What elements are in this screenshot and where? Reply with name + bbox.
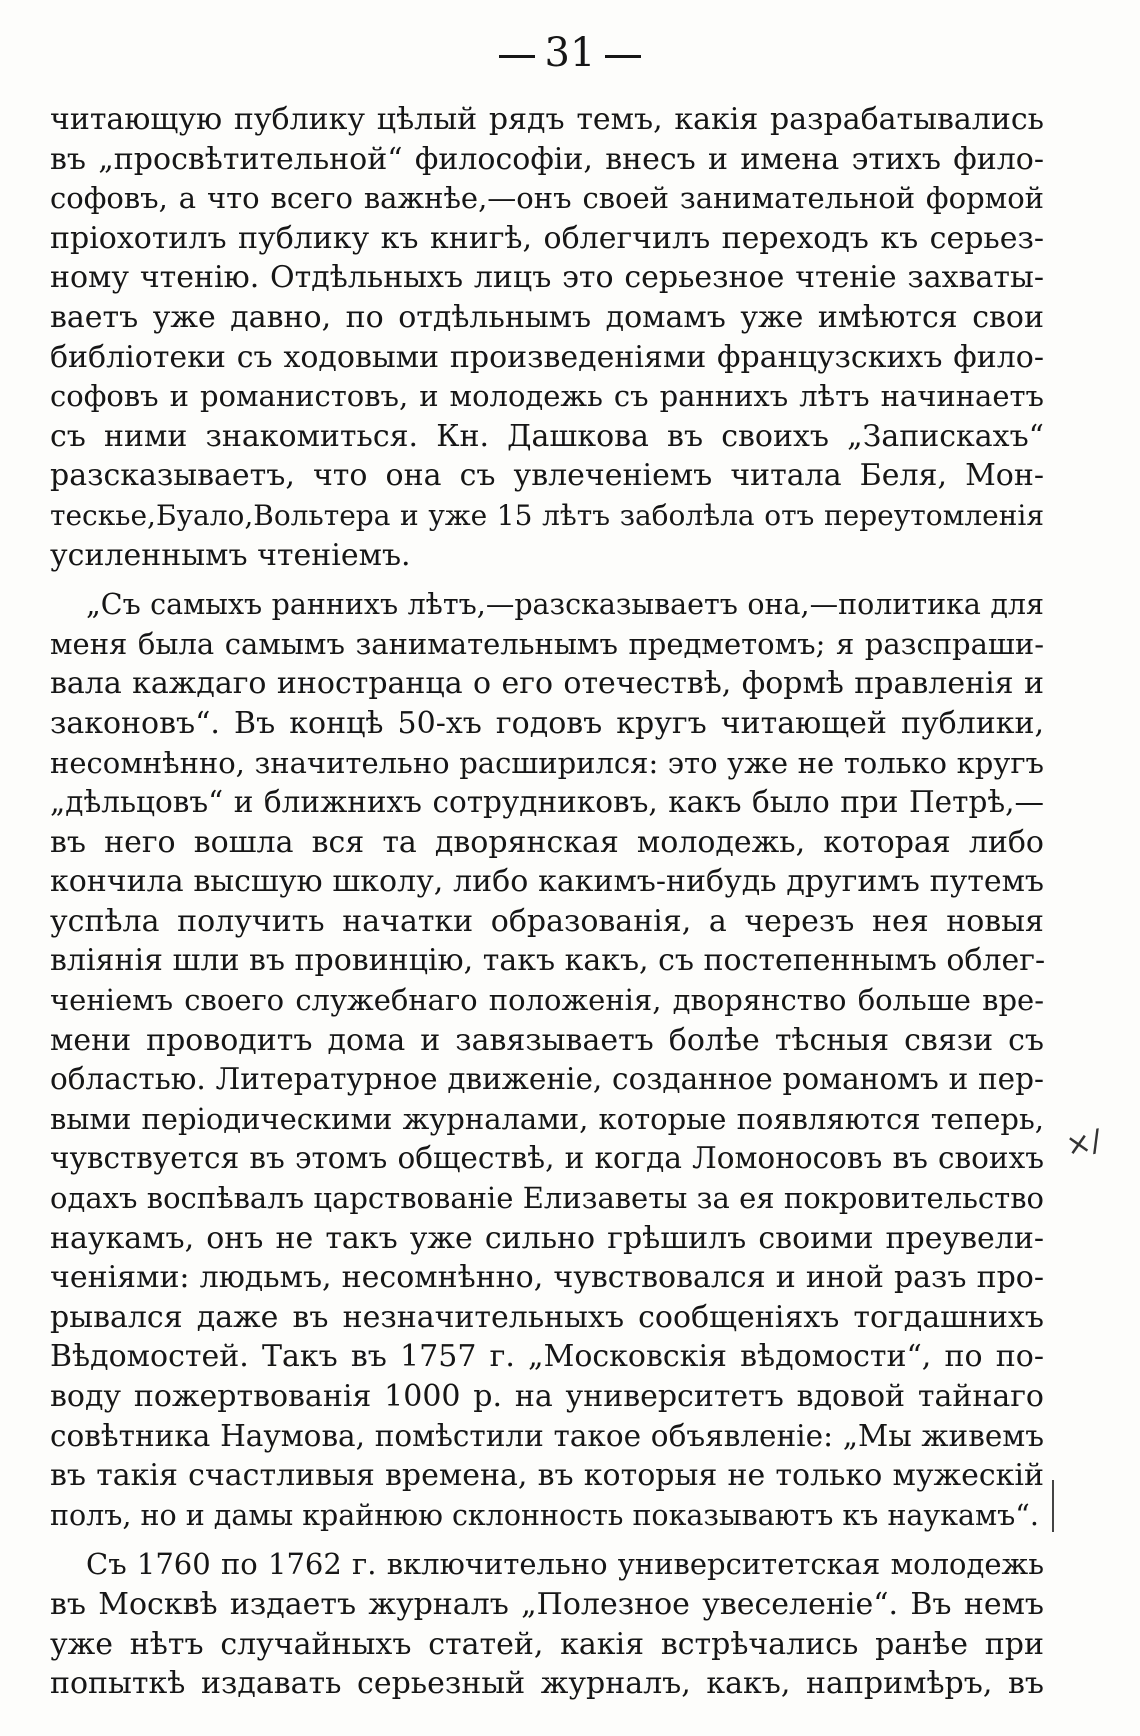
text-line: попыткѣ издавать серьезный журналъ, какъ, напримѣръ, въ <box>50 1666 1044 1702</box>
margin-vertical-line <box>1052 1480 1054 1532</box>
text-line: „Съ самыхъ раннихъ лѣтъ,—разсказываетъ она,—политика для <box>86 588 1044 622</box>
text-line: несомнѣнно, значительно расширился: это уже не только кругъ <box>50 745 1044 780</box>
text-line: Вѣдомостей. Такъ въ 1757 г. „Московскія вѣдомости“, по по- <box>50 1339 1044 1375</box>
text-line: разсказываетъ, что она съ увлеченіемъ читала Беля, Мон- <box>50 458 1044 494</box>
text-line: воду пожертвованія 1000 р. на университетъ вдовой тайнаго <box>50 1379 1044 1414</box>
text-line: ченіями: людьмъ, несомнѣнно, чувствовался и иной разъ про- <box>50 1260 1044 1296</box>
text-line: въ него вошла вся та дворянская молодежь, которая либо <box>50 824 1044 860</box>
page-number-left-dash <box>499 55 535 58</box>
text-line: вала каждаго иностранца о его отечествѣ, формѣ правленія и <box>50 666 1044 702</box>
text-line: мени проводитъ дома и завязываетъ болѣе тѣсныя связи съ <box>50 1022 1044 1058</box>
text-line: въ Москвѣ издаетъ журналъ „Полезное увеселеніе“. Въ немъ <box>50 1586 1044 1622</box>
text-line: полъ, но и дамы крайнюю склонность показываютъ къ наукамъ“. <box>50 1498 1039 1532</box>
text-line: меня была самымъ занимательнымъ предметомъ; я разспраши- <box>50 626 1044 661</box>
text-line: уже нѣтъ случайныхъ статей, какія встрѣчались ранѣе при <box>50 1626 1044 1662</box>
body-text <box>50 100 1044 1704</box>
text-line: одахъ воспѣвалъ царствованіе Елизаветы за ея покровительство <box>50 1181 1044 1216</box>
page-number-right-dash <box>605 55 641 58</box>
text-line: въ такія счастливыя времена, въ которыя не только мужескій <box>50 1458 1044 1494</box>
text-line: выми періодическими журналами, которые появляются теперь, <box>50 1101 1044 1136</box>
text-line: наукамъ, онъ не такъ уже сильно грѣшилъ своими преувели- <box>50 1220 1044 1256</box>
text-line: „дѣльцовъ“ и ближнихъ сотрудниковъ, какъ было при Петрѣ,— <box>50 785 1044 820</box>
text-line: ченіемъ своего служебнаго положенія, дворянство больше вре- <box>50 983 1044 1018</box>
text-line: усиленнымъ чтеніемъ. <box>50 537 411 573</box>
text-line: чувствуется въ этомъ обществѣ, и когда Ломоносовъ въ своихъ <box>50 1141 1044 1176</box>
text-line: ваетъ уже давно, по отдѣльнымъ домамъ уже имѣются свои <box>50 299 1044 335</box>
text-line: софовъ, а что всего важнѣе,—онъ своей занимательной формой <box>50 181 1044 216</box>
text-line: пріохотилъ публику къ книгѣ, облегчилъ переходъ къ серьез- <box>50 220 1044 256</box>
text-line: законовъ“. Въ концѣ 50-хъ годовъ кругъ читающей публики, <box>50 705 1044 741</box>
text-line: совѣтника Наумова, помѣстили такое объявленіе: „Мы живемъ <box>50 1418 1044 1453</box>
page-number-value: 31 <box>544 30 596 76</box>
text-line: читающую публику цѣлый рядъ темъ, какія разрабатывались <box>50 102 1044 137</box>
paragraph-1 <box>50 100 1044 575</box>
paragraph-2 <box>50 585 1044 1535</box>
text-line: съ ними знакомиться. Кн. Дашкова въ своихъ „Запискахъ“ <box>50 418 1044 454</box>
text-line: кончила высшую школу, либо какимъ-нибудь другимъ путемъ <box>50 864 1044 900</box>
text-line: успѣла получить начатки образованія, а черезъ нея новыя <box>50 903 1044 939</box>
paragraph-3 <box>50 1545 1044 1703</box>
margin-handwritten-mark: ×/ <box>1063 1123 1105 1164</box>
text-line: Съ 1760 по 1762 г. включительно университетская молодежь <box>86 1547 1044 1582</box>
text-line: въ „просвѣтительной“ философіи, внесъ и имена этихъ фило- <box>50 141 1044 177</box>
text-line: рывался даже въ незначительныхъ сообщеніяхъ тогдашнихъ <box>50 1299 1044 1335</box>
text-line: тескье,Буало,Вольтера и уже 15 лѣтъ заболѣла отъ переутомленія <box>50 498 1044 532</box>
text-line: ному чтенію. Отдѣльныхъ лицъ это серьезное чтеніе захваты- <box>50 260 1044 296</box>
text-line: софовъ и романистовъ, и молодежь съ раннихъ лѣтъ начинаетъ <box>50 379 1044 414</box>
text-line: областью. Литературное движеніе, созданное романомъ и пер- <box>50 1062 1044 1097</box>
text-line: вліянія шли въ провинцію, такъ какъ, съ постепеннымъ облег- <box>50 943 1046 979</box>
page-number <box>0 28 1140 78</box>
text-line: библіотеки съ ходовыми произведеніями французскихъ фило- <box>50 339 1044 375</box>
